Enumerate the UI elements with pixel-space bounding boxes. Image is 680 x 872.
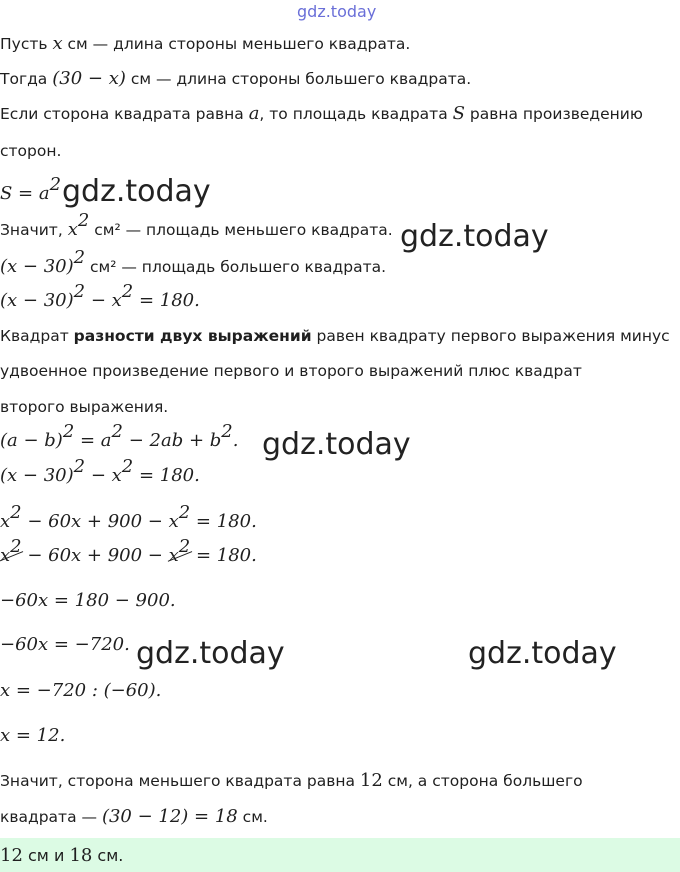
equation-4-struck: $x^2 - 60x + 900 - x^2 = 180$. bbox=[0, 536, 257, 566]
equation-2: $(x - 30)^2 - x^2 = 180$. bbox=[0, 456, 200, 486]
equation-5: −60x = 180 − 900. bbox=[0, 590, 176, 611]
text-line-21: квадрата — (30 − 12) = 18 см. bbox=[0, 806, 268, 827]
equation-1: $(x - 30)^2 - x^2 = 180$. bbox=[0, 281, 200, 311]
text-line-3: Если сторона квадрата равна a, то площадь квадрата S равна произведению bbox=[0, 103, 643, 124]
text-line-4: сторон. bbox=[0, 142, 62, 160]
equation-8: x = 12. bbox=[0, 725, 66, 746]
equation-7: x = −720 : (−60). bbox=[0, 680, 162, 701]
answer-box bbox=[0, 838, 680, 872]
text-line-20: Значит, сторона меньшего квадрата равна 12 см, а сторона большего bbox=[0, 770, 583, 791]
text-line-10: удвоенное произведение первого и второго выражений плюс квадрат bbox=[0, 362, 582, 380]
formula-area: $S = a^2$ bbox=[0, 174, 62, 204]
struck-term-1: $x^2$ bbox=[0, 536, 22, 566]
text-line-6: Значит, $x^2$ см² — площадь меньшего квадрата. bbox=[0, 210, 393, 240]
answer-text: 12 см и 18 см. bbox=[0, 845, 124, 866]
text-line-7: $(x - 30)^2$ см² — площадь большего квадрата. bbox=[0, 247, 387, 277]
text-line-2: Тогда (30 − x) см — длина стороны большего квадрата. bbox=[0, 68, 472, 89]
watermark-3: gdz.today bbox=[262, 427, 411, 462]
watermark-5: gdz.today bbox=[468, 636, 617, 671]
text-line-11: второго выражения. bbox=[0, 398, 169, 416]
text-line-9: Квадрат разности двух выражений равен квадрату первого выражения минус bbox=[0, 327, 670, 345]
text-line-1: Пусть x см — длина стороны меньшего квадрата. bbox=[0, 33, 411, 54]
equation-6: −60x = −720. bbox=[0, 634, 130, 655]
watermark-4: gdz.today bbox=[136, 636, 285, 671]
site-watermark-top: gdz.today bbox=[297, 2, 377, 21]
struck-term-2: $x^2$ bbox=[168, 536, 191, 566]
watermark-1: gdz.today bbox=[62, 174, 211, 209]
equation-3: $x^2 - 60x + 900 - x^2 = 180$. bbox=[0, 502, 257, 532]
watermark-2: gdz.today bbox=[400, 219, 549, 254]
formula-square-difference: $(a - b)^2 = a^2 - 2ab + b^2$. bbox=[0, 421, 239, 451]
